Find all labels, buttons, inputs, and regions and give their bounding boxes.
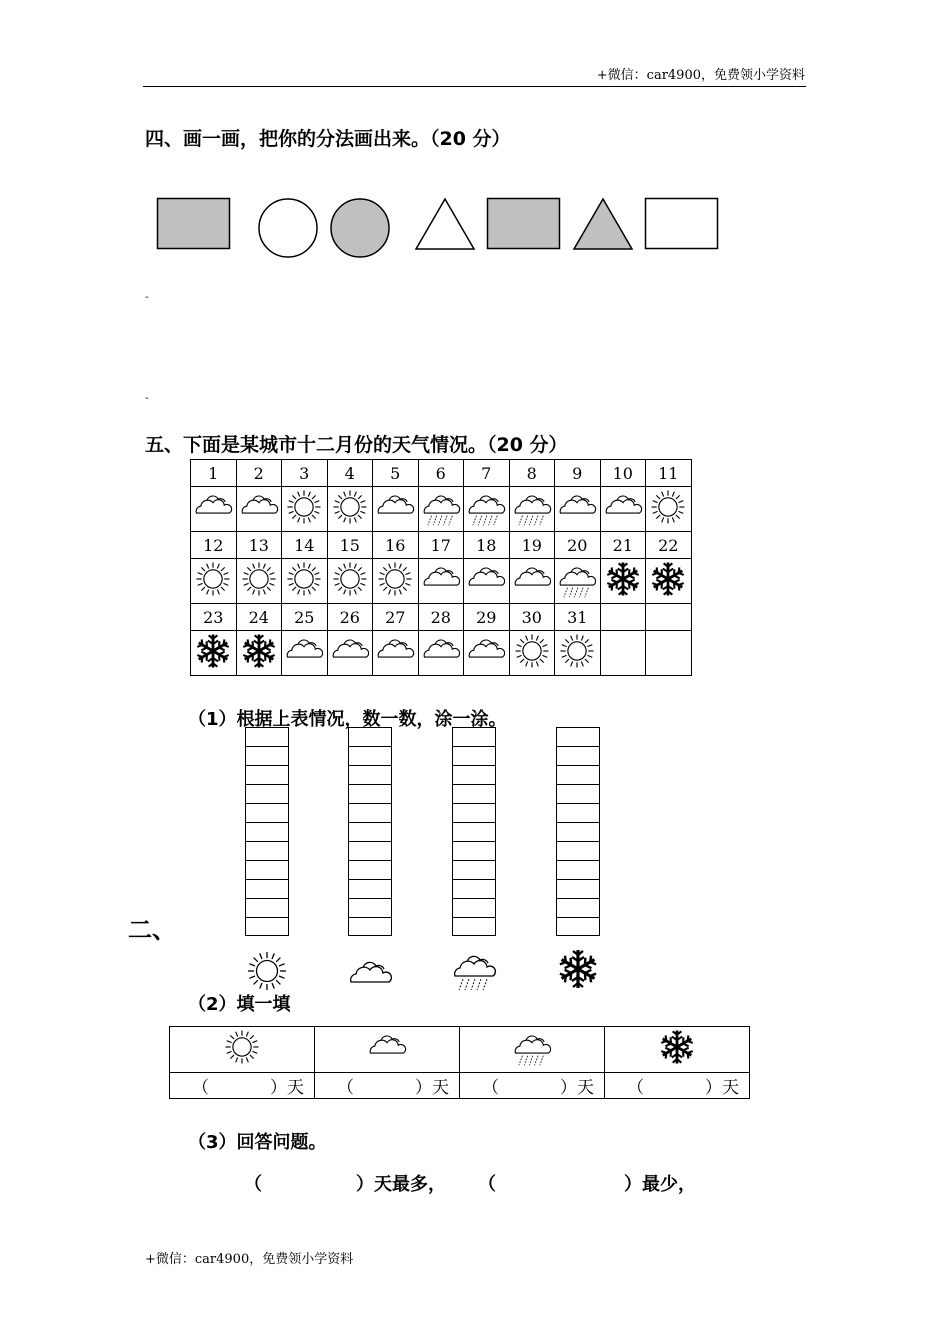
count-box[interactable] [348,746,392,765]
sunny-weather-icon [191,559,237,604]
count-box[interactable] [556,879,600,898]
count-box[interactable] [348,898,392,917]
cloudy-weather-icon [236,487,282,532]
count-box[interactable] [556,860,600,879]
day-number-cell: 11 [646,460,692,487]
cloudy-weather-icon [418,631,464,676]
fill-cloud-cell [315,1027,460,1073]
sunny-days-blank[interactable]: （ ）天 [170,1073,315,1099]
day-number-cell: 2 [236,460,282,487]
count-box[interactable] [556,765,600,784]
white-circle [257,197,319,259]
day-number-cell [600,604,646,631]
count-box[interactable] [452,727,496,746]
count-box[interactable] [452,841,496,860]
count-box[interactable] [245,784,289,803]
sun-icon [222,1052,262,1072]
snowy-weather-icon [646,559,692,604]
rain-icon [512,1052,552,1072]
cloudy-weather-icon [373,631,419,676]
side-mark: 二、 [128,916,176,944]
most-blank-suffix[interactable]: ）天最多， [356,1174,446,1195]
count-box[interactable] [348,803,392,822]
day-number-cell: 13 [236,532,282,559]
day-number-cell: 23 [191,604,237,631]
snowy-days-blank[interactable]: （ ）天 [605,1073,750,1099]
count-box[interactable] [348,879,392,898]
count-box[interactable] [348,917,392,936]
day-number-cell: 1 [191,460,237,487]
white-triangle [414,197,476,251]
sunny-weather-icon [327,487,373,532]
fill-snow-cell [605,1027,750,1073]
count-box[interactable] [245,860,289,879]
snowy-weather-icon [600,559,646,604]
least-blank-suffix[interactable]: ）最少， [624,1174,696,1195]
count-box[interactable] [245,727,289,746]
rain-icon [451,946,497,996]
day-number-cell: 27 [373,604,419,631]
day-number-cell: 5 [373,460,419,487]
day-number-cell: 28 [418,604,464,631]
cloudy-count-column[interactable] [348,727,392,936]
count-box[interactable] [556,917,600,936]
fill-rain-cell [460,1027,605,1073]
sunny-weather-icon [327,559,373,604]
day-number-cell: 8 [509,460,555,487]
day-number-cell: 19 [509,532,555,559]
snowy-weather-icon [191,631,237,676]
day-number-cell: 31 [555,604,601,631]
count-box[interactable] [556,746,600,765]
count-box[interactable] [452,822,496,841]
count-box[interactable] [245,765,289,784]
count-box[interactable] [348,822,392,841]
rainy-weather-icon [418,487,464,532]
count-box[interactable] [245,879,289,898]
day-number-cell: 15 [327,532,373,559]
cloudy-weather-icon [327,631,373,676]
day-number-cell: 21 [600,532,646,559]
least-open-paren: （ [478,1174,496,1195]
sunny-count-column[interactable] [245,727,289,936]
day-number-cell: 17 [418,532,464,559]
cloudy-weather-icon [464,559,510,604]
cloudy-weather-icon [282,631,328,676]
rainy-weather-icon [509,487,555,532]
count-box[interactable] [245,898,289,917]
cloudy-weather-icon [418,559,464,604]
sunny-weather-icon [509,631,555,676]
count-box[interactable] [556,822,600,841]
gray-circle [329,197,391,259]
part1-label: （1）根据上表情况，数一数，涂一涂。 [188,709,507,730]
white-rectangle [644,197,720,251]
count-box[interactable] [245,822,289,841]
day-number-cell: 7 [464,460,510,487]
count-box[interactable] [348,860,392,879]
cloud-icon [347,952,393,1002]
day-number-cell: 12 [191,532,237,559]
fill-table [169,1026,750,1099]
count-box[interactable] [452,860,496,879]
header-rule [143,86,806,87]
count-box[interactable] [348,841,392,860]
rainy-days-blank[interactable]: （ ）天 [460,1073,605,1099]
count-box[interactable] [556,898,600,917]
day-number-cell: 16 [373,532,419,559]
snowy-count-column[interactable] [556,727,600,936]
count-box[interactable] [348,727,392,746]
count-box[interactable] [245,746,289,765]
day-number-cell: 6 [418,460,464,487]
count-box[interactable] [556,727,600,746]
header-watermark: +微信：car4900，免费领小学资料 [596,68,805,83]
count-box[interactable] [348,784,392,803]
day-number-cell [646,604,692,631]
day-number-cell: 10 [600,460,646,487]
snowflake-icon [657,1052,697,1072]
sunny-weather-icon [236,559,282,604]
count-box[interactable] [348,765,392,784]
sunny-weather-icon [555,631,601,676]
day-number-cell: 26 [327,604,373,631]
cloudy-weather-icon [191,487,237,532]
rainy-count-column[interactable] [452,727,496,936]
count-box[interactable] [452,803,496,822]
part3-label: （3）回答问题。 [188,1132,327,1153]
snowy-weather-icon [236,631,282,676]
section5-title: 五、下面是某城市十二月份的天气情况。（20 分） [145,434,568,456]
day-number-cell: 30 [509,604,555,631]
gray-rectangle-2 [486,197,562,251]
count-box[interactable] [452,917,496,936]
day-number-cell: 20 [555,532,601,559]
most-open-paren: （ [244,1174,262,1195]
rainy-weather-icon [464,487,510,532]
part2-label: （2）填一填 [188,994,291,1015]
day-number-cell: 24 [236,604,282,631]
rainy-weather-icon [555,559,601,604]
cloudy-weather-icon [509,559,555,604]
cloudy-weather-icon [555,487,601,532]
count-box[interactable] [556,841,600,860]
section4-title: 四、画一画，把你的分法画出来。（20 分） [145,128,511,150]
count-box[interactable] [556,803,600,822]
cloudy-weather-icon [373,487,419,532]
cloud-icon [367,1052,407,1072]
footer-watermark: +微信：car4900，免费领小学资料 [145,1252,354,1267]
empty-cell [600,631,646,676]
dash-marker-1: - [145,292,149,303]
count-box[interactable] [452,746,496,765]
count-box[interactable] [452,765,496,784]
day-number-cell: 14 [282,532,328,559]
day-number-cell: 18 [464,532,510,559]
count-box[interactable] [245,917,289,936]
fill-sun-cell [170,1027,315,1073]
cloudy-weather-icon [464,631,510,676]
snowflake-icon [555,946,601,996]
count-box[interactable] [245,841,289,860]
count-box[interactable] [556,784,600,803]
count-box[interactable] [452,879,496,898]
day-number-cell: 3 [282,460,328,487]
empty-cell [646,631,692,676]
gray-rectangle [156,197,232,251]
count-box[interactable] [452,898,496,917]
sunny-weather-icon [282,559,328,604]
cloudy-days-blank[interactable]: （ ）天 [315,1073,460,1099]
day-number-cell: 9 [555,460,601,487]
dash-marker-2: - [145,393,149,404]
day-number-cell: 29 [464,604,510,631]
count-box[interactable] [245,803,289,822]
day-number-cell: 22 [646,532,692,559]
day-number-cell: 4 [327,460,373,487]
sunny-weather-icon [373,559,419,604]
weather-table [190,459,692,676]
count-box[interactable] [452,784,496,803]
sunny-weather-icon [282,487,328,532]
day-number-cell: 25 [282,604,328,631]
gray-triangle [572,197,634,251]
cloudy-weather-icon [600,487,646,532]
sunny-weather-icon [646,487,692,532]
